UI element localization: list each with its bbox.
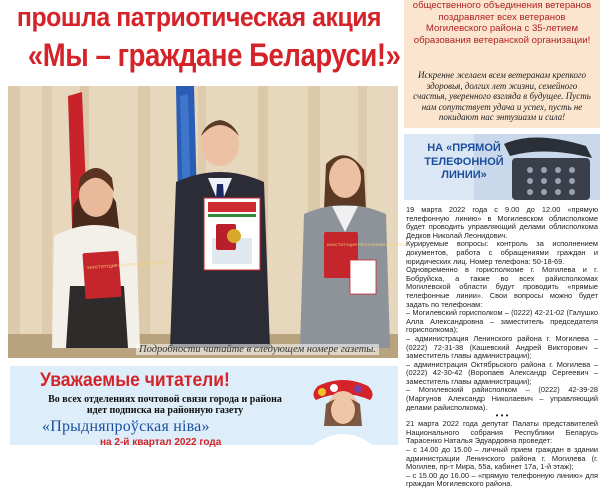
hotline-article xyxy=(406,205,598,489)
veterans-wishes: Искренне желаем всем ветеранам крепкого здоровья, долгих лет жизни, семейного счастья, уверенного взгляда в будущее. Пусть нам сопутствует удача и успех, пусть не покидают нас энтузиазм и сила! xyxy=(413,70,591,122)
girl-in-wreath-illustration xyxy=(288,386,398,446)
headline-line-2: «Мы – граждане Беларуси!» xyxy=(27,37,401,73)
students-photo-illustration xyxy=(8,86,408,358)
subscription-period: на 2-й квартал 2022 года xyxy=(100,437,222,448)
article-paragraph: – с 15.00 до 16.00 – «прямую телефонную линию» для граждан Могилевского района. xyxy=(406,470,598,489)
article-headline xyxy=(0,0,401,82)
article-paragraph: Курируемые вопросы: контроль за исполнением документов, работа с обращениями граждан и юридических лиц. Номер телефона: 50-18-69. xyxy=(406,239,598,266)
article-paragraph: Одновременно в горисполкоме г. Могилева и г. Бобруйска, а также во всех райисполкомах Могилевской области будут проводить «прямые телефонные линии». Свои вопросы можно будет задать по телефонам: xyxy=(406,265,598,309)
article-paragraph: – администрация Октябрьского района г. Могилева – (0222) 42-30-42 (Воропаев Александр Сергеевич – заместитель главы администрации); xyxy=(406,359,598,386)
article-photo xyxy=(8,86,408,358)
subscription-title: Уважаемые читатели! xyxy=(40,370,230,391)
hotline-header xyxy=(404,134,600,200)
veterans-greeting-text: общественного объединения ветеранов поздравляет всех ветеранов Могилевского района с 35-летием образования ветеранской организации! xyxy=(412,0,592,46)
article-paragraph: 19 марта 2022 года с 9.00 до 12.00 «прямую телефонную линию» в Могилевском облисполкоме будет проводить управляющий делами облисполкома Дедков Николай Леонидович. xyxy=(406,205,598,240)
article-paragraph: – Могилевский райисполком – (0222) 42-39-28 (Маргунов Александр Николаевич – управляющий делами райисполкома). xyxy=(406,385,598,412)
subscription-paper-name: «Прыдняпроўская ніва» xyxy=(42,418,210,435)
article-separator: • • • xyxy=(495,411,509,421)
article-paragraph: – администрация Ленинского района г. Могилева – (0222) 72-31-38 (Кашевский Андрей Викторович – заместитель главы администрации); xyxy=(406,333,598,361)
article-paragraph: – с 14.00 до 15.00 – личный прием граждан в здании администрации Ленинского района г. Могилева (г. Могилев, пр-т Мира, 55а, кабинет 17а, 1-й этаж); xyxy=(406,445,598,472)
article-paragraph: – Могилевский горисполком – (0222) 42-21-02 (Галушко Алла Александровна – заместитель председателя горисполкома); xyxy=(406,308,598,335)
photo-caption: Подробности читайте в следующем номере газеты. xyxy=(136,344,379,355)
hotline-title: НА «ПРЯМОЙ ТЕЛЕФОННОЙ ЛИНИИ» xyxy=(424,142,504,181)
veterans-greeting xyxy=(404,0,600,128)
headline-line-1: прошла патриотическая акция xyxy=(16,2,382,32)
article-paragraph: 21 марта 2022 года депутат Палаты представителей Национального собрания Республики Беларусь Тарасенко Наталья Эдуардовна проведет: xyxy=(406,419,598,446)
subscription-notice xyxy=(10,366,398,448)
book-label-right: КОНСТИТУЦИЯ РЕСПУБЛИКИ БЕЛАРУСЬ xyxy=(327,242,408,247)
book-label-left: КОНСТИТУЦИЯ РЕСПУБЛИКИ БЕЛАРУСЬ xyxy=(87,259,168,270)
subscription-text: Во всех отделениях почтовой связи города и района идет подписка на районную газету xyxy=(48,394,282,416)
